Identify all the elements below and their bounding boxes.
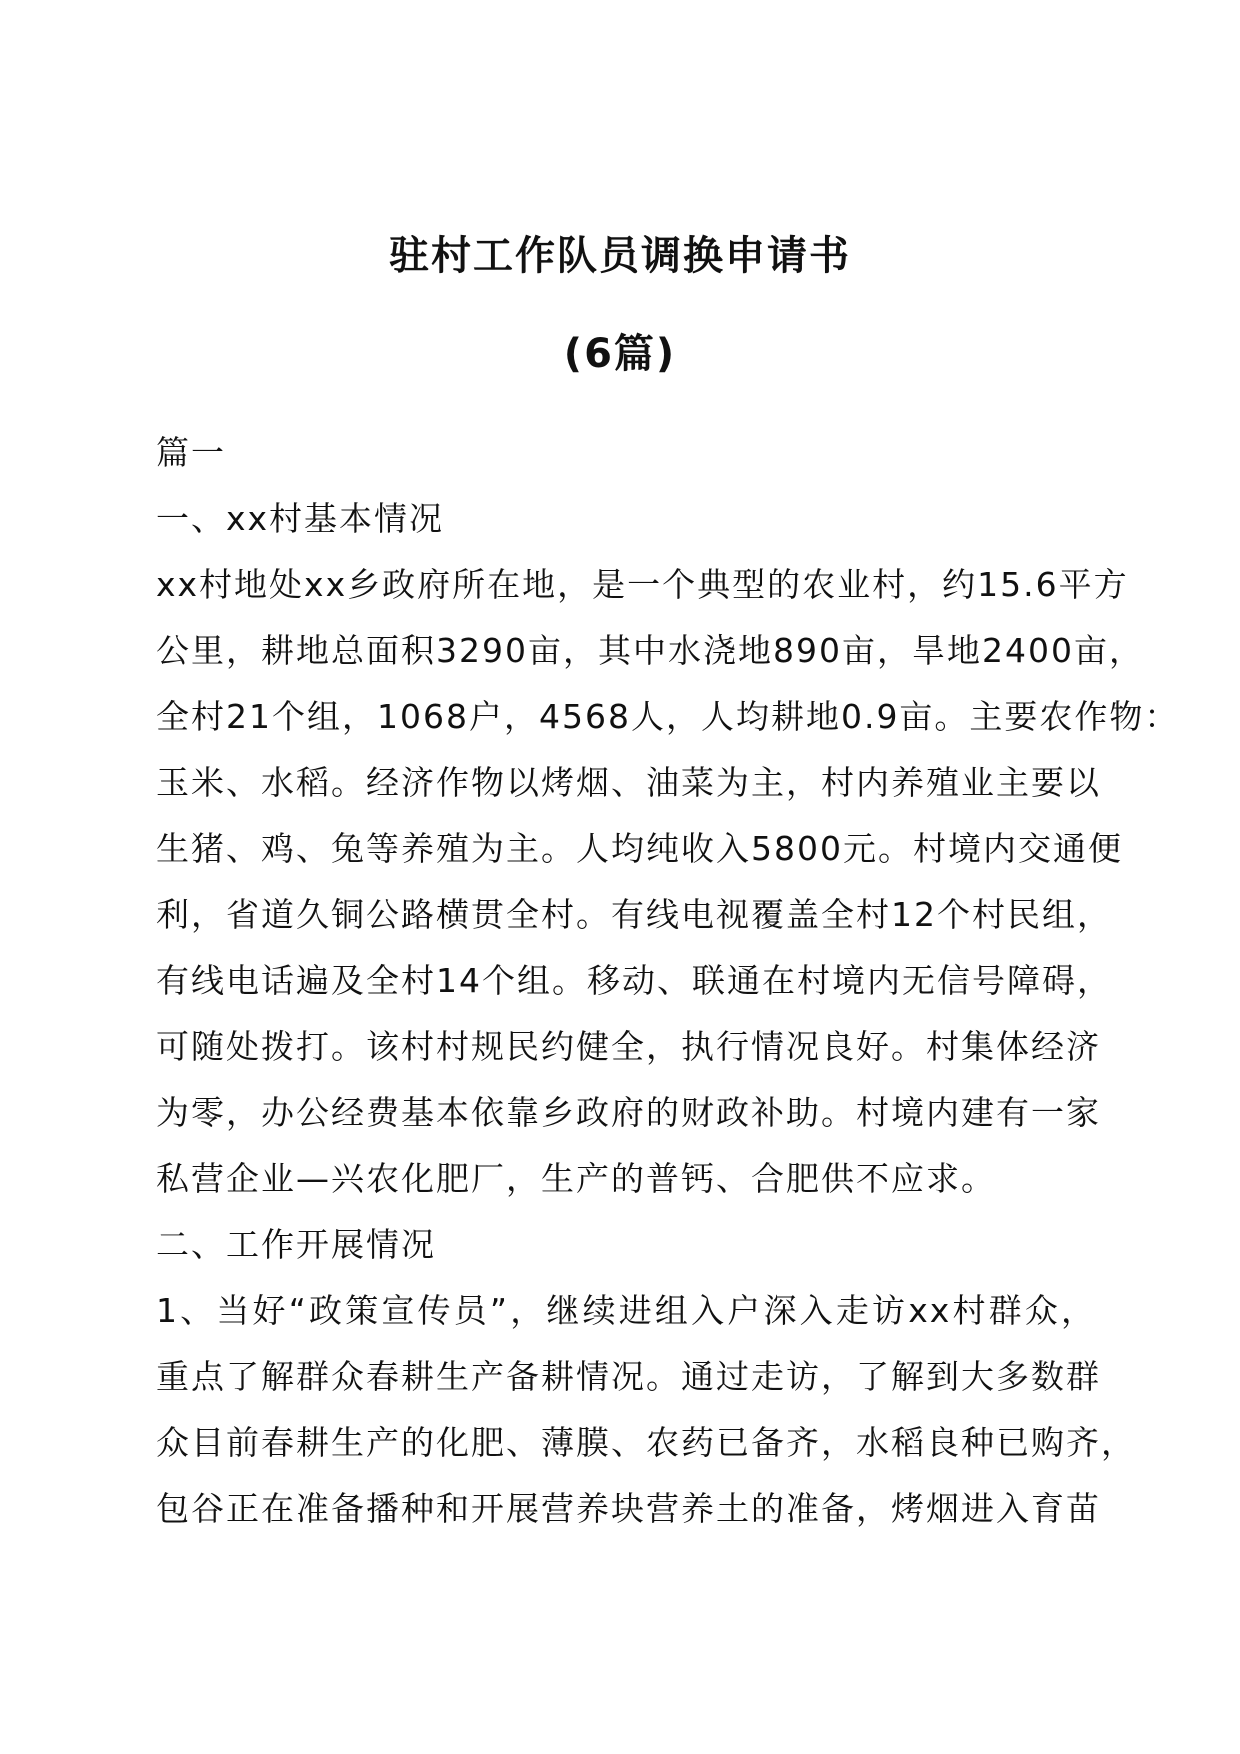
text-line: xx村地处xx乡政府所在地，是一个典型的农业村，约15.6平方: [156, 565, 1129, 604]
text-line: 众目前春耕生产的化肥、薄膜、农药已备齐，水稻良种已购齐，: [156, 1423, 1136, 1462]
text-line: 利，省道久铜公路横贯全村。有线电视覆盖全村12个村民组，: [156, 895, 1112, 934]
text-line: 玉米、水稻。经济作物以烤烟、油菜为主，村内养殖业主要以: [156, 763, 1101, 802]
text-line: 包谷正在准备播种和开展营养块营养土的准备，烤烟进入育苗: [156, 1489, 1101, 1528]
document-title: 驻村工作队员调换申请书: [389, 233, 851, 279]
text-line: 一、xx村基本情况: [156, 499, 445, 538]
text-line: 二、工作开展情况: [156, 1225, 436, 1264]
text-line: 公里，耕地总面积3290亩，其中水浇地890亩，旱地2400亩，: [156, 631, 1144, 670]
text-line: 全村21个组，1068户，4568人，人均耕地0.9亩。主要农作物：: [156, 697, 1180, 736]
text-line: 篇一: [156, 433, 226, 472]
text-line: 私营企业—兴农化肥厂，生产的普钙、合肥供不应求。: [156, 1159, 996, 1198]
text-line: 1、当好“政策宣传员”，继续进组入户深入走访xx村群众，: [156, 1291, 1096, 1330]
text-line: 有线电话遍及全村14个组。移动、联通在村境内无信号障碍，: [156, 961, 1112, 1000]
text-line: 重点了解群众春耕生产备耕情况。通过走访，了解到大多数群: [156, 1357, 1101, 1396]
document-subtitle: (6篇): [563, 331, 677, 377]
text-line: 可随处拨打。该村村规民约健全，执行情况良好。村集体经济: [156, 1027, 1101, 1066]
document-body: [156, 420, 1180, 1542]
text-line: 为零，办公经费基本依靠乡政府的财政补助。村境内建有一家: [156, 1093, 1101, 1132]
text-line: 生猪、鸡、兔等养殖为主。人均纯收入5800元。村境内交通便: [156, 829, 1123, 868]
